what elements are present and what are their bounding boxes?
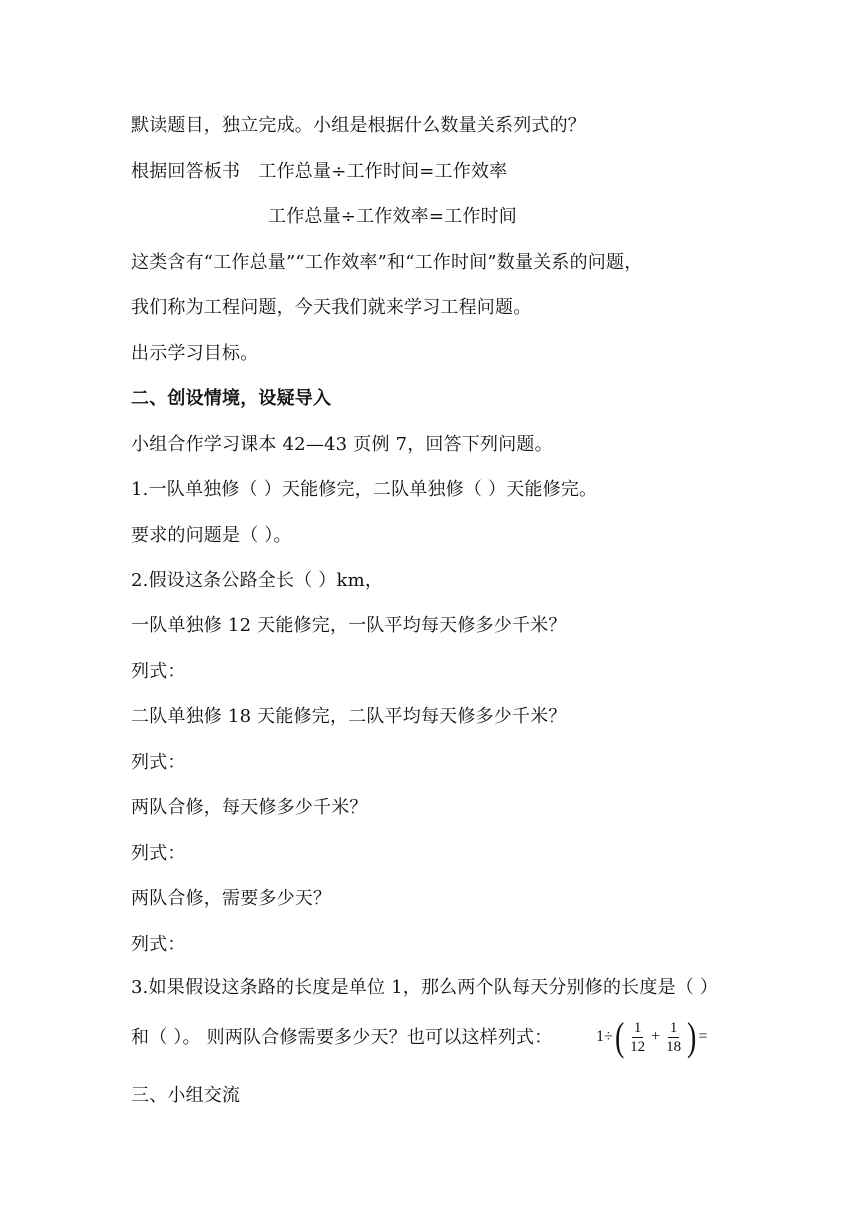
paragraph-show-goals: 出示学习目标。: [131, 343, 259, 364]
fraction-1-denominator: 12: [630, 1038, 646, 1055]
fraction-1-12: [628, 1019, 647, 1056]
question-2-team-2: 二队单独修 18 天能修完，二队平均每天修多少千米？: [131, 706, 567, 727]
question-3-cont: 和（ ）。 则两队合修需要多少天？也可以这样列式：: [131, 1027, 553, 1048]
question-1-ask: 要求的问题是（ ）。: [131, 525, 292, 546]
paragraph-engineering-intro-cont: 我们称为工程问题，今天我们就来学习工程问题。: [131, 297, 532, 318]
formula-plus: +: [651, 1028, 661, 1045]
paragraph-group-study: 小组合作学习课本 42—43 页例 7，回答下列问题。: [131, 434, 553, 455]
section-heading-3: 三、小组交流: [131, 1085, 241, 1106]
fraction-formula: [596, 1014, 708, 1060]
fraction-1-numerator: 1: [633, 1019, 642, 1036]
paragraph-blackboard-formula-1: 根据回答板书 工作总量÷工作时间=工作效率: [131, 161, 508, 182]
answer-label-3: 列式：: [131, 843, 186, 864]
question-2-team-1: 一队单独修 12 天能修完，一队平均每天修多少千米？: [131, 615, 567, 636]
paragraph-engineering-intro: 这类含有“工作总量”“工作效率”和“工作时间”数量关系的问题，: [131, 252, 643, 273]
question-2: 2.假设这条公路全长（ ）km，: [131, 570, 384, 591]
answer-label-4: 列式：: [131, 934, 186, 955]
answer-label-1: 列式：: [131, 661, 186, 682]
answer-label-2: 列式：: [131, 752, 186, 773]
fraction-2-denominator: 18: [666, 1038, 682, 1055]
question-1: 1.一队单独修（ ）天能修完，二队单独修（ ）天能修完。: [131, 479, 598, 500]
fraction-1-18: [664, 1019, 683, 1056]
formula-equals: =: [698, 1028, 708, 1045]
formula-right-paren: ): [687, 1014, 697, 1059]
fraction-2-numerator: 1: [669, 1019, 678, 1036]
paragraph-blackboard-formula-2: 工作总量÷工作效率=工作时间: [268, 206, 517, 227]
section-heading-2: 二、创设情境，设疑导入: [131, 388, 332, 409]
question-2-combined-days: 两队合修，需要多少天？: [131, 888, 332, 909]
formula-left-paren: (: [614, 1014, 625, 1059]
question-2-combined-per-day: 两队合修，每天修多少千米？: [131, 797, 368, 818]
question-3: 3.如果假设这条路的长度是单位 1，那么两个队每天分别修的长度是（ ）: [131, 977, 719, 998]
formula-lead: 1÷: [596, 1028, 613, 1045]
paragraph-silent-reading: 默读题目，独立完成。小组是根据什么数量关系列式的？: [131, 115, 586, 136]
